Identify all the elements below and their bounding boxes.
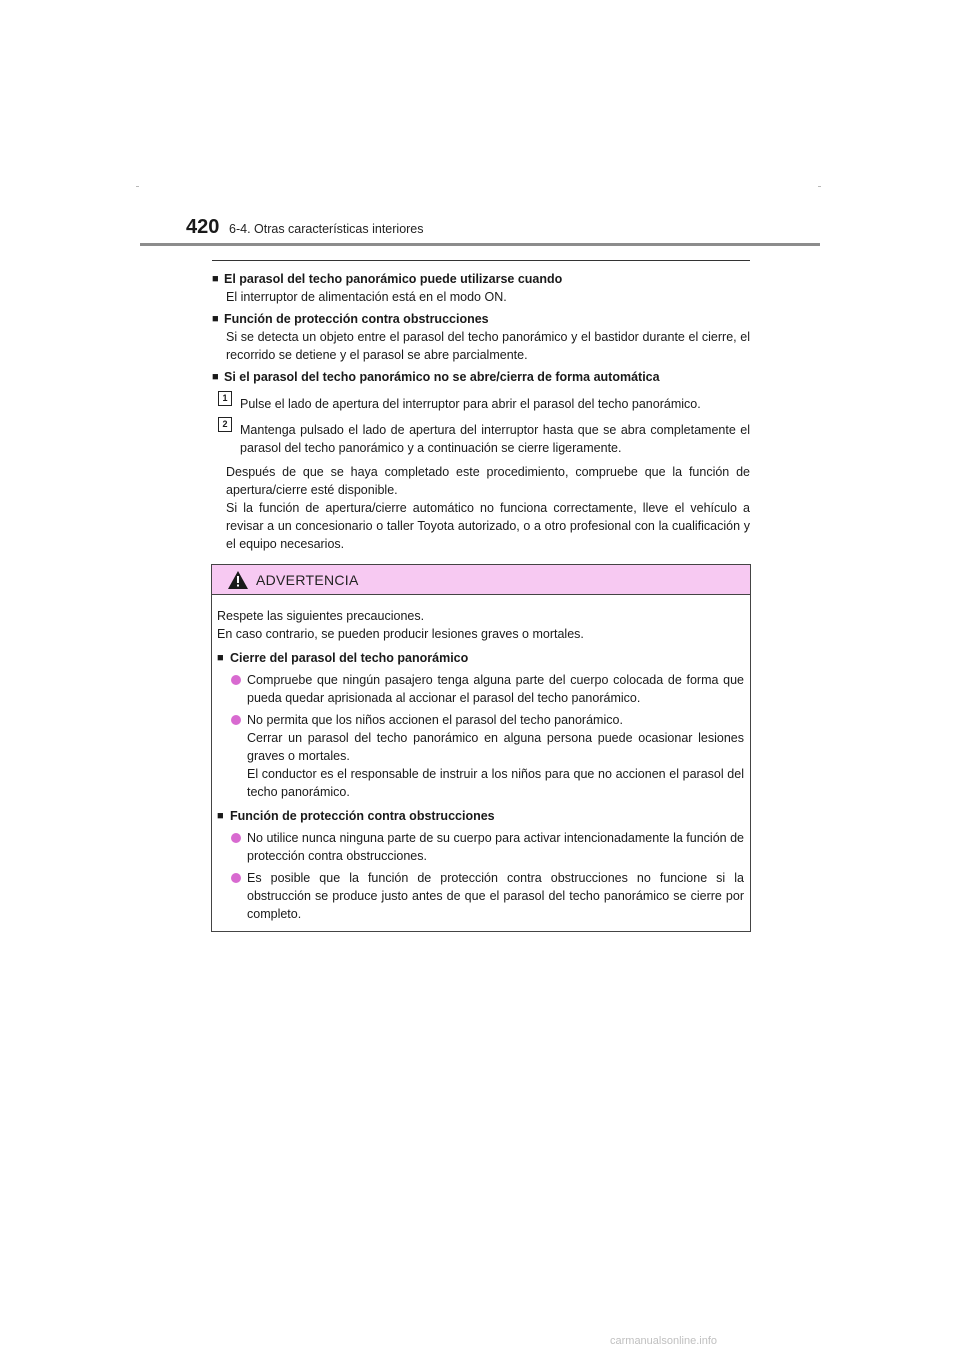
- heading-text: Si el parasol del techo panorámico no se abre/cierra de forma automática: [224, 370, 660, 384]
- bullet-dot-icon: [231, 873, 241, 883]
- step-text: Pulse el lado de apertura del interruptor para abrir el parasol del techo panorámico.: [240, 397, 701, 411]
- warning-bullet: [217, 869, 744, 923]
- bullet-line: Compruebe que ningún pasajero tenga alguna parte del cuerpo colocada de forma que pueda quedar aprisionada al accionar el parasol del techo panorámico.: [247, 673, 744, 705]
- bullet-line: Cerrar un parasol del techo panorámico en alguna persona puede ocasionar lesiones graves o mortales.: [247, 731, 744, 763]
- warning-bullet: [217, 829, 744, 865]
- square-bullet-icon: ■: [212, 371, 219, 383]
- bullet-dot-icon: [231, 715, 241, 725]
- step-item: [212, 421, 750, 457]
- header-rule: [140, 243, 820, 246]
- crop-mark-right: [818, 186, 821, 187]
- section-text: El interruptor de alimentación está en el modo ON.: [226, 290, 507, 304]
- square-bullet-icon: ■: [212, 273, 219, 285]
- heading-text: Función de protección contra obstrucciones: [230, 809, 495, 823]
- after-procedure-text: Si la función de apertura/cierre automático no funciona correctamente, lleve el vehículo a revisar a un concesionario o taller Toyota autorizado, o a otro profesional con la cualificación y el equipo necesarios.: [226, 501, 750, 551]
- section-text: Si se detecta un objeto entre el parasol del techo panorámico y el bastidor durante el cierre, el recorrido se detiene y el parasol se abre parcialmente.: [226, 330, 750, 362]
- warning-triangle-icon: [228, 571, 248, 589]
- warning-box: [211, 564, 751, 932]
- footer-watermark: carmanualsonline.info: [610, 1335, 718, 1347]
- bullet-line: Es posible que la función de protección contra obstrucciones no funcione si la obstrucción se produce justo antes de que el parasol del techo panorámico se cierre por completo.: [247, 871, 744, 921]
- warning-title: ADVERTENCIA: [256, 572, 359, 588]
- warning-group-heading: [217, 807, 744, 825]
- bullet-line: No permita que los niños accionen el parasol del techo panorámico.: [247, 713, 623, 727]
- after-procedure-text: Después de que se haya completado este procedimiento, compruebe que la función de apertura/cierre esté disponible.: [226, 465, 750, 497]
- step-number-badge: 2: [218, 417, 232, 432]
- content-top-rule: [212, 260, 750, 261]
- warning-intro: En caso contrario, se pueden producir lesiones graves o mortales.: [217, 627, 584, 641]
- bullet-line: No utilice nunca ninguna parte de su cuerpo para activar intencionadamente la función de protección contra obstrucciones.: [247, 831, 744, 863]
- bullet-line: El conductor es el responsable de instruir a los niños para que no accionen el parasol del techo panorámico.: [247, 767, 744, 799]
- warning-group-heading: [217, 649, 744, 667]
- step-item: [212, 395, 750, 413]
- main-content: [212, 260, 750, 557]
- heading-text: Función de protección contra obstrucciones: [224, 312, 489, 326]
- step-number-badge: 1: [218, 391, 232, 406]
- bullet-dot-icon: [231, 833, 241, 843]
- warning-bullet: [217, 671, 744, 707]
- bullet-dot-icon: [231, 675, 241, 685]
- warning-bullet: [217, 711, 744, 801]
- square-bullet-icon: ■: [217, 810, 224, 822]
- page-header: [140, 212, 820, 246]
- crop-mark-left: [136, 186, 139, 187]
- section-heading: [212, 368, 750, 386]
- step-text: Mantenga pulsado el lado de apertura del interruptor hasta que se abra completamente el parasol del techo panorámico y a continuación se cierre ligeramente.: [240, 423, 750, 455]
- heading-text: Cierre del parasol del techo panorámico: [230, 651, 469, 665]
- warning-header: [212, 565, 750, 595]
- section-title: 6-4. Otras características interiores: [229, 222, 424, 236]
- square-bullet-icon: ■: [212, 313, 219, 325]
- section-heading: [212, 310, 750, 328]
- warning-body: [212, 595, 750, 923]
- warning-intro: Respete las siguientes precauciones.: [217, 609, 425, 623]
- square-bullet-icon: ■: [217, 652, 224, 664]
- page-number: 420: [186, 216, 220, 238]
- heading-text: El parasol del techo panorámico puede utilizarse cuando: [224, 272, 563, 286]
- section-heading: [212, 270, 750, 288]
